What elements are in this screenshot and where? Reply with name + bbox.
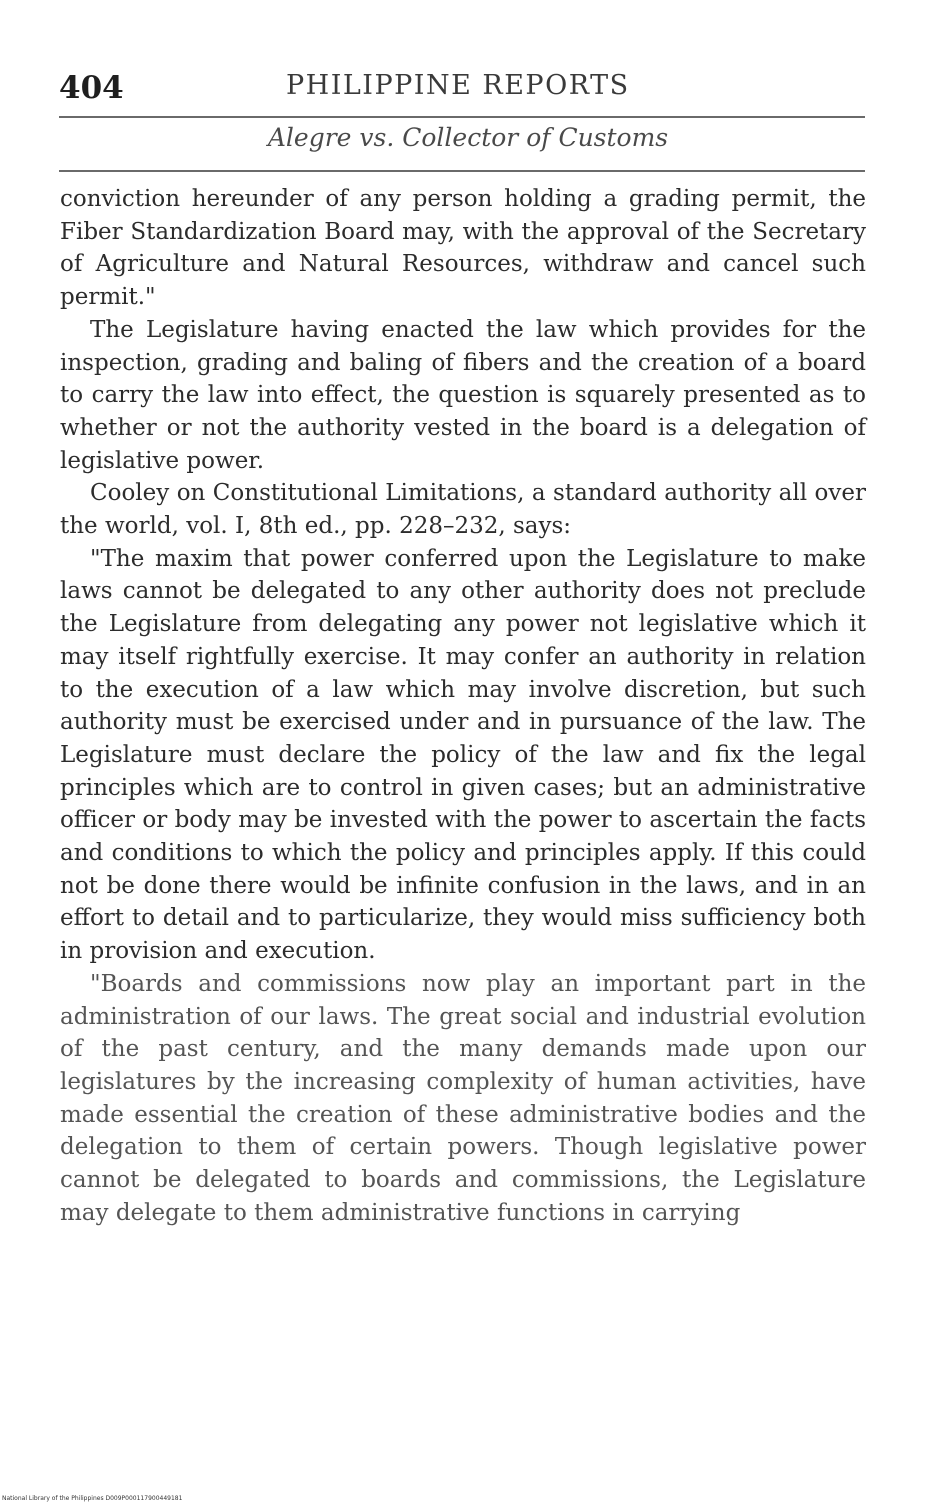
page-number: 404 [59, 70, 124, 106]
header-rule-bottom [59, 170, 865, 172]
paragraph-continuation: conviction hereunder of any person holding a grading permit, the Fiber Standardization Board may, with the approval of the Secretary of Agriculture and Natural Resources, withdraw and cancel such permit." [60, 186, 866, 311]
header-rule-top [59, 116, 865, 118]
running-head: PHILIPPINE REPORTS [286, 70, 630, 101]
quote-boards-commissions: "Boards and commissions now play an important part in the administration of our laws. The great social and industrial evolution of the past century, and the many demands made upon our legislatures by the increasing complexity of human activities, have made essential the creation of these administrative bodies and the delegation to them of certain powers. Though legislative power cannot be delegated to boards and commissions, the Legislature may delegate to them administrative functions in carrying [60, 970, 866, 1226]
quote-maxim: "The maxim that power conferred upon the Legislature to make laws cannot be delegated to any other authority does not preclude the Legislature from delegating any power not legislative which it may itself rightfully exercise. It may confer an authority in relation to the execution of a law which may involve discretion, but such authority must be exercised under and in pursuance of the law. The Legislature must declare the policy of the law and fix the legal principles which are to control in given cases; but an administrative officer or body may be invested with the power to ascertain the facts and conditions to which the policy and principles apply. If this could not be done there would be infinite confusion in the laws, and in an effort to detail and to particularize, they would miss sufficiency both in provision and execution. [60, 545, 866, 965]
body-text [60, 183, 866, 1230]
paragraph-legislature: The Legislature having enacted the law which provides for the inspection, grading and baling of fibers and the creation of a board to carry the law into effect, the question is squarely presented as to whether or not the authority vested in the board is a delegation of legislative power. [60, 316, 866, 474]
case-title: Alegre vs. Collector of Customs [267, 123, 669, 152]
footer-scan-credit: National Library of the Philippines D009P000117900449181 [2, 1495, 183, 1502]
paragraph-cooley-citation: Cooley on Constitutional Limitations, a standard authority all over the world, vol. I, 8th ed., pp. 228–232, says: [60, 480, 866, 540]
